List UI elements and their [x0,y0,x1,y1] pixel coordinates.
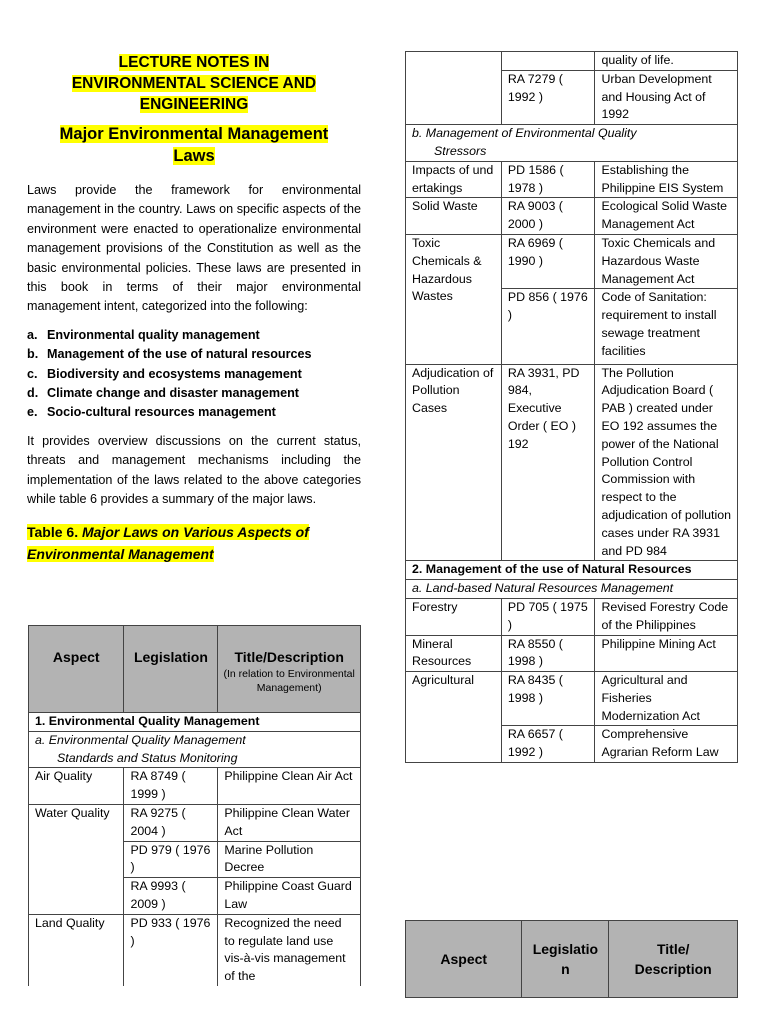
list-item: b. Management of the use of natural resources [27,347,312,362]
table-row: Adjudication of Pollution Cases RA 3931, PD 984, Executive Order ( EO ) 192 The Pollution Adjudication Board ( PAB ) created under EO 192 assumes the power of the National Pollution Control Commission with respect to the adjudication of pollution cases under RA 3931 and PD 984 [406,364,738,561]
table-row: a. Land-based Natural Resources Management [406,580,738,599]
header-title: Title/Description (In relation to Environmental Management) [218,626,361,713]
table-row: PD 856 ( 1976 ) Code of Sanitation: requirement to install sewage treatment facilities [406,289,738,364]
table-row: a. Environmental Quality Management Standards and Status Monitoring [29,731,361,768]
list-item: c. Biodiversity and ecosystems management [27,366,302,381]
table-row: Toxic Chemicals & Hazardous Wastes RA 6969 ( 1990 ) Toxic Chemicals and Hazardous Waste Management Act [406,234,738,288]
category-list [27,326,361,423]
laws-table-part-1 [28,625,361,986]
table-row: Water Quality RA 9275 ( 2004 ) Philippine Clean Water Act [29,804,361,841]
table-row: RA 6657 ( 1992 ) Comprehensive Agrarian Reform Law [406,726,738,763]
left-column [27,52,361,565]
document-title: LECTURE NOTES IN ENVIRONMENTAL SCIENCE AND ENGINEERING [71,54,317,113]
header-legislation: Legislation [124,626,218,713]
table-row: Mineral Resources RA 8550 ( 1998 ) Philippine Mining Act [406,635,738,672]
table-row: RA 7279 ( 1992 ) Urban Development and Housing Act of 1992 [406,70,738,124]
header-aspect: Aspect [406,921,522,998]
list-item: e. Socio-cultural resources management [27,405,276,420]
table-row: Impacts of undertakings PD 1586 ( 1978 ) Establishing the Philippine EIS System [406,161,738,198]
table-row: 1. Environmental Quality Management [29,713,361,732]
table-row: b. Management of Environmental Quality Stressors [406,125,738,162]
intro-paragraph: Laws provide the framework for environmental management in the country. Laws on specific aspects of the environment were enacted to operationalize environmental management provisions of the Constitution as well as the basic environmental policies. These laws are presented in this book in terms of their major environmental management intent, categorized into the following: [27,183,361,314]
table-row: Agricultural RA 8435 ( 1998 ) Agricultural and Fisheries Modernization Act [406,672,738,726]
table-header-row [29,626,361,713]
table-row: Land Quality PD 933 ( 1976 ) Recognized the need to regulate land use vis-à-vis management of the [29,914,361,986]
table-row: PD 979 ( 1976 ) Marine Pollution Decree [29,841,361,878]
list-item: d. Climate change and disaster management [27,386,299,401]
laws-table-header-continued [405,920,738,998]
table-row: 2. Management of the use of Natural Resources [406,561,738,580]
header-legislation: Legislatio n [522,921,609,998]
table-row: Air Quality RA 8749 ( 1999 ) Philippine Clean Air Act [29,768,361,805]
overview-paragraph: It provides overview discussions on the current status, threats and management mechanisms including the implementation of the laws related to the above categories while table 6 provides a summary of the major laws. [27,433,361,507]
header-title: Title/ Description [609,921,738,998]
table-header-row [406,921,738,998]
table-row: RA 9993 ( 2009 ) Philippine Coast Guard Law [29,878,361,915]
table-caption: Table 6. Major Laws on Various Aspects of Environmental Management [27,523,309,562]
table-row: Forestry PD 705 ( 1975 ) Revised Forestry Code of the Philippines [406,598,738,635]
header-aspect: Aspect [29,626,124,713]
laws-table-part-2 [405,51,738,763]
section-title: Major Environmental Management Laws [59,125,329,165]
table-row: quality of life. [406,52,738,71]
list-item: a. Environmental quality management [27,327,260,342]
table-row: Solid Waste RA 9003 ( 2000 ) Ecological Solid Waste Management Act [406,198,738,235]
